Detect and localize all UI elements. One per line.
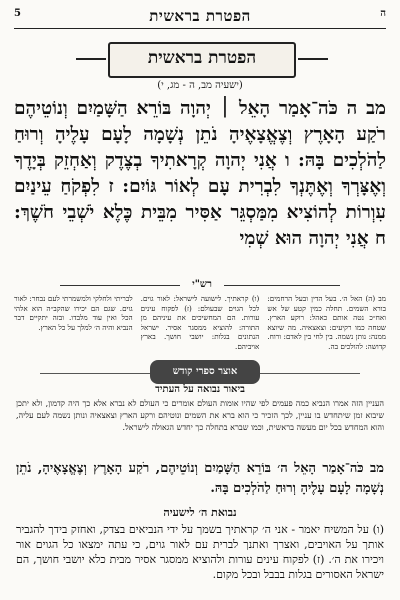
commentary-title: ביאור נבואה על העתיד: [155, 384, 245, 395]
rashi-commentary: [14, 294, 386, 358]
rashi-column-2: (ו) קראתיך. לישועה לישראל: לאור גוים. לכל הגוים שבעולם: (ז) לפקוח עינים עורות. הם המחשיכים את עיניהם מן התורה: להוציא ממסגר אסיר. ישראל הנתונים בגלות: יושבי חושך. בארץ אויביהם.: [140, 294, 260, 351]
commentary-subheading: נבואת ה׳ לישעיה: [163, 506, 237, 519]
running-header: [14, 6, 386, 29]
rashi-column-1: מב (ה) האל ה׳. בעל הדין ובעל הרחמים: בורא השמים. תחלה כמין קטע של אש ואח״כ נטה אותם כאהל: רוקע הארץ. שטחה כמו רקיעים: וצאצאיה. מה שיוצא ממנה: נותן נשמה. בין לחי בין לאדם: ורוח. קדושה: להולכים בה.: [267, 294, 386, 351]
running-title: הפטרת בראשית: [149, 7, 251, 25]
commentary-body: (ו) על המשיח יאמר - אני ה׳ קראתיך בשמך על ידי הנביאים בצדק, ואחזק בידך להגביר אותך על האויבים, ואצרך ואתנך לברית עם לאור גוים, כי עתה ימצאו כל הגוים אור ויכירו את ה׳. (ז) לפקוח עינים עורות ולהוציא ממסגר אסיר מבית כלא יושבי חושך, הם ישראל האסורים בגלות בבבל ובכל מקום.: [16, 523, 384, 581]
section-title: הפטרת בראשית: [147, 48, 257, 68]
publisher-seal: אוצר ספרי קודש: [150, 360, 260, 384]
rashi-divider-label: רש"י: [180, 279, 224, 290]
scripture-reference: (ישעיה מב, ה - מג, י): [157, 80, 243, 91]
main-verses: מב ה כֹּה־אָמַר הָאֵל ׀ יְהוָה בּוֹרֵא הַשָּׁמַיִם וְנוֹטֵיהֶם רֹקַע הָאָרֶץ וְצֶאֱצָאֶיהָ נֹתֵן נְשָׁמָה לָעָם עָלֶיהָ וְרוּחַ לַהֹלְכִים בָּהּ: ו אֲנִי יְהוָה קְרָאתִיךָ בְצֶדֶק וְאַחְזֵק בְּיָדֶךָ וְאֶצָּרְךָ וְאֶתֶּנְךָ לִבְרִית עָם לְאוֹר גּוֹיִם: ז לִפְקֹחַ עֵינַיִם עִוְרוֹת לְהוֹצִיא מִמַּסְגֵּר אַסִּיר מִבֵּית כֶּלֶא יֹשְׁבֵי חֹשֶׁךְ: ח אֲנִי יְהוָה הוּא שְׁמִי: [14, 98, 386, 249]
page-number-hebrew: ה: [380, 8, 386, 19]
rashi-column-3: לבריתי ולחלקי ולמשמרתי לעם נבחר: לאור גוים. שגם הם יכירו שהקב״ה הוא אלהי הכל ואין עוד מלבדו. ובזה יתקיים דבר הנביא והיה ה׳ למלך על כל הארץ.: [14, 294, 133, 332]
commentary-intro: העניין הזה אמרו הנביא כמה פעמים לפי שהיו אומות העולם אומרים כי העולם לא נברא אלא כך היה קדמון, ולא יתכן שיבוא זמן שיתחדש בו עניין, לכך הזכיר כי הוא ברא את השמים ונוטיהם ורקע הארץ וצאצאיה ונותן נשמה לעם עליה, והוא המחדש בכל יום מעשה בראשית, וכמו שברא בתחלה כך יחדש הגאולה לישראל.: [16, 399, 384, 432]
section-title-frame: [108, 42, 296, 78]
page-number-arabic: 5: [14, 8, 21, 19]
verse-repeat: מב כֹּה־אָמַר הָאֵל ה׳ בּוֹרֵא הַשָּׁמַיִם וְנוֹטֵיהֶם, רֹקַע הָאָרֶץ וְצֶאֱצָאֶיהָ, נֹתֵן נְשָׁמָה לָעָם עָלֶיהָ וְרוּחַ לַהֹלְכִים בָּהּ.: [16, 461, 384, 496]
